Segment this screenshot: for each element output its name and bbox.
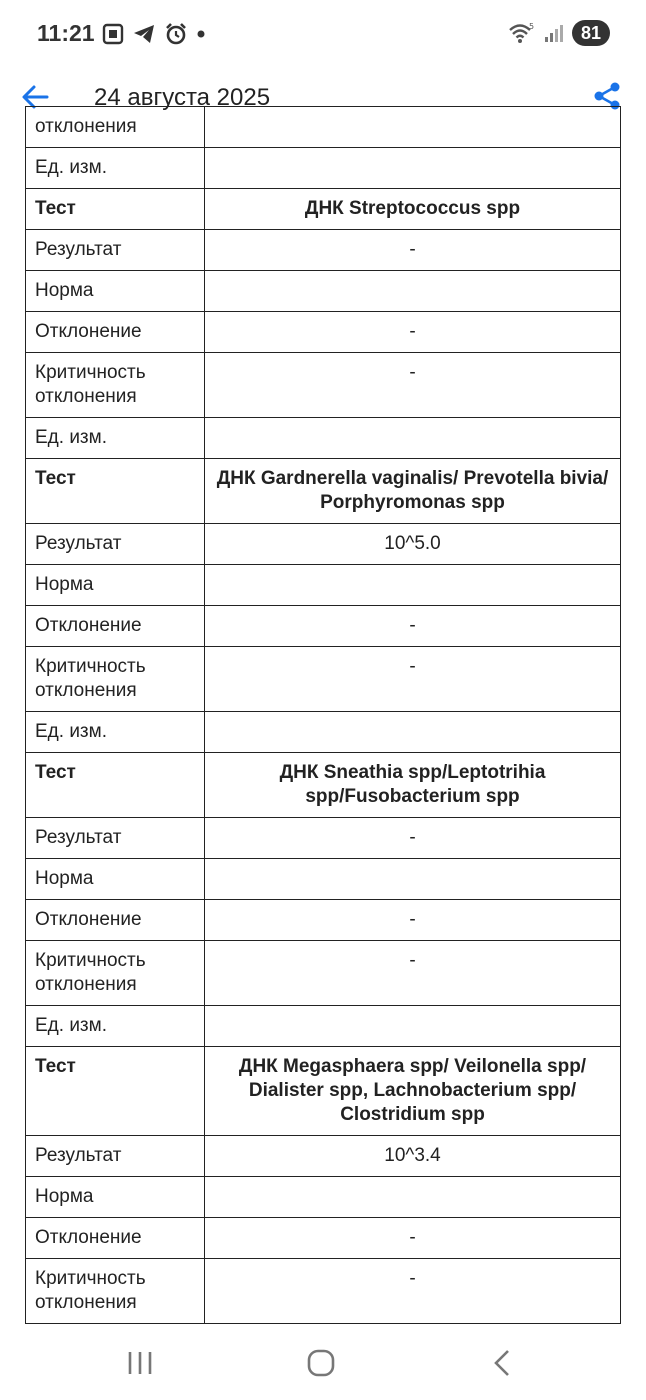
system-icons: [508, 20, 610, 46]
results-table: [25, 106, 621, 1324]
svg-text:5: 5: [528, 22, 535, 31]
table-row: [26, 271, 621, 312]
row-label: Тест: [26, 1047, 205, 1136]
row-label: Критичность отклонения: [26, 647, 205, 712]
row-label: Тест: [26, 189, 205, 230]
unit-value: [205, 418, 621, 459]
table-row: [26, 712, 621, 753]
row-label: Результат: [26, 1136, 205, 1177]
row-label: Отклонение: [26, 900, 205, 941]
row-label: Тест: [26, 459, 205, 524]
test-name: ДНК Sneathia spp/Leptotrihia spp/Fusobacterium spp: [205, 753, 621, 818]
unit-value: [205, 1006, 621, 1047]
criticality-value: -: [205, 1259, 621, 1324]
row-label: Критичность отклонения: [26, 1259, 205, 1324]
recent-apps-icon[interactable]: [120, 1346, 160, 1380]
unit-value: [205, 712, 621, 753]
notification-icons: [102, 22, 206, 46]
test-name: ДНК Megasphaera spp/ Veilonella spp/ Dialister spp, Lachnobacterium spp/ Clostridium spp: [205, 1047, 621, 1136]
row-label: Ед. изм.: [26, 148, 205, 189]
table-row: [26, 859, 621, 900]
table-row: [26, 230, 621, 271]
table-row: [26, 647, 621, 712]
table-row: [26, 941, 621, 1006]
test-header-row: [26, 753, 621, 818]
table-row: [26, 818, 621, 859]
row-label: Тест: [26, 753, 205, 818]
table-row: [26, 1259, 621, 1324]
row-label: Критичность отклонения: [26, 941, 205, 1006]
table-row: [26, 312, 621, 353]
row-label: отклонения: [26, 107, 205, 148]
row-label: Норма: [26, 1177, 205, 1218]
alarm-icon: [164, 22, 188, 46]
results-content[interactable]: [0, 116, 646, 1324]
row-label: Отклонение: [26, 1218, 205, 1259]
row-label: Норма: [26, 271, 205, 312]
norm-value: [205, 565, 621, 606]
row-value: [205, 148, 621, 189]
test-name: ДНК Gardnerella vaginalis/ Prevotella bivia/ Porphyromonas spp: [205, 459, 621, 524]
row-label: Отклонение: [26, 606, 205, 647]
table-row: [26, 606, 621, 647]
row-label: Норма: [26, 565, 205, 606]
table-row: [26, 524, 621, 565]
row-label: Критичность отклонения: [26, 353, 205, 418]
page-title: 24 августа 2025: [94, 84, 271, 111]
row-label: Норма: [26, 859, 205, 900]
table-row: [26, 565, 621, 606]
table-row: [26, 418, 621, 459]
table-row: [26, 353, 621, 418]
norm-value: [205, 271, 621, 312]
signal-icon: [544, 23, 564, 43]
row-label: Результат: [26, 524, 205, 565]
result-value: 10^5.0: [205, 524, 621, 565]
battery-indicator: 81: [572, 20, 610, 46]
table-row: [26, 1136, 621, 1177]
result-value: 10^3.4: [205, 1136, 621, 1177]
home-icon[interactable]: [301, 1346, 341, 1380]
telegram-icon: [132, 23, 156, 45]
dot-icon: [196, 29, 206, 39]
criticality-value: -: [205, 941, 621, 1006]
test-header-row: [26, 1047, 621, 1136]
deviation-value: -: [205, 606, 621, 647]
system-nav-bar: [0, 1324, 646, 1400]
deviation-value: -: [205, 312, 621, 353]
wifi-icon: [508, 22, 536, 44]
deviation-value: -: [205, 1218, 621, 1259]
table-row: [26, 148, 621, 189]
table-row: [26, 1177, 621, 1218]
row-value: [205, 107, 621, 148]
test-header-row: [26, 459, 621, 524]
criticality-value: -: [205, 353, 621, 418]
result-value: -: [205, 230, 621, 271]
table-row: [26, 1006, 621, 1047]
row-label: Ед. изм.: [26, 712, 205, 753]
back-icon[interactable]: [483, 1346, 523, 1380]
norm-value: [205, 1177, 621, 1218]
row-label: Ед. изм.: [26, 1006, 205, 1047]
test-header-row: [26, 189, 621, 230]
status-time: 11:21: [37, 20, 95, 46]
norm-value: [205, 859, 621, 900]
criticality-value: -: [205, 647, 621, 712]
screenshot-icon: [102, 23, 124, 45]
row-label: Ед. изм.: [26, 418, 205, 459]
status-bar: [0, 0, 646, 68]
test-name: ДНК Streptococcus spp: [205, 189, 621, 230]
table-row: [26, 107, 621, 148]
deviation-value: -: [205, 900, 621, 941]
table-row: [26, 1218, 621, 1259]
table-row: [26, 900, 621, 941]
result-value: -: [205, 818, 621, 859]
row-label: Результат: [26, 818, 205, 859]
row-label: Отклонение: [26, 312, 205, 353]
row-label: Результат: [26, 230, 205, 271]
